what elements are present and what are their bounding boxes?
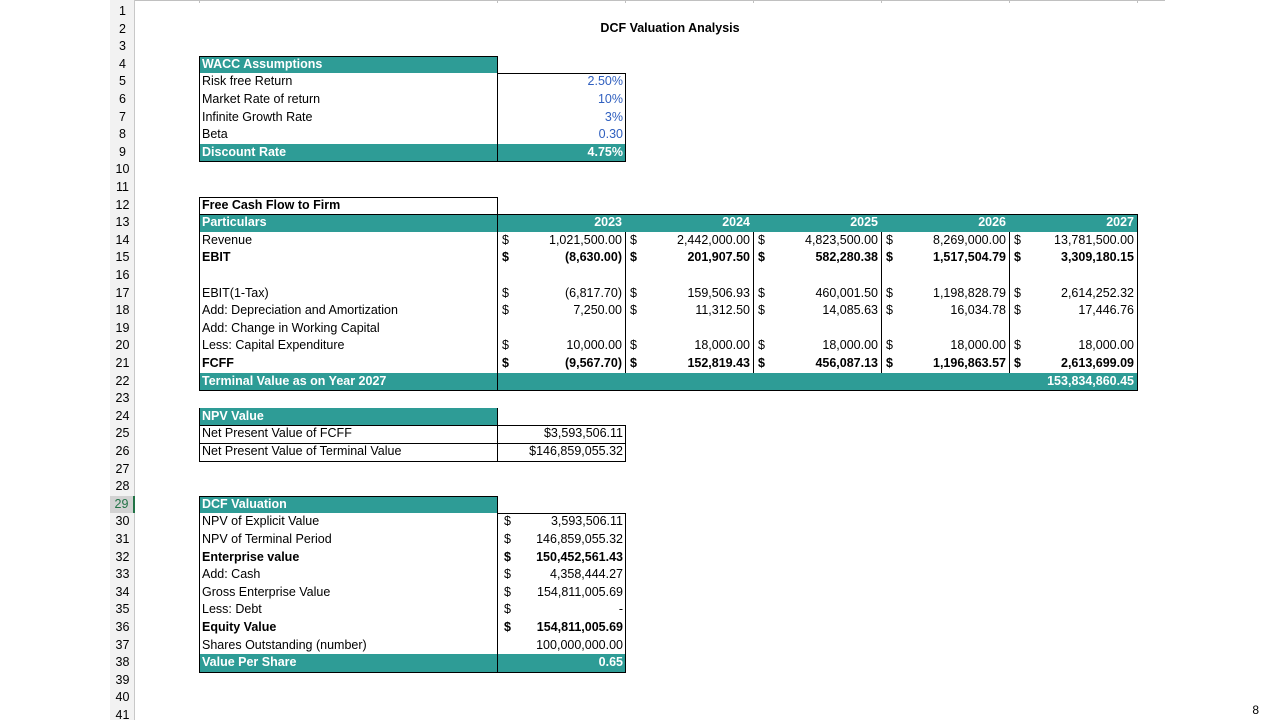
row-number[interactable]: 29 [110,496,135,514]
dcf-row-value[interactable]: 146,859,055.32 [536,532,623,546]
row-number[interactable]: 26 [115,444,130,458]
fcff-currency: $ [1014,250,1021,265]
fcff-value[interactable]: (9,567.70) [565,356,622,370]
row-number[interactable]: 5 [119,74,126,89]
fcff-value[interactable]: 18,000.00 [694,338,750,353]
fcff-value[interactable]: (6,817.70) [565,285,622,300]
fcff-value[interactable]: 201,907.50 [687,250,750,265]
row-number[interactable]: 36 [115,620,130,634]
fcff-value[interactable]: 7,250.00 [573,303,622,318]
dcf-row-label: Less: Debt [202,602,262,617]
fcff-value[interactable]: 14,085.63 [822,303,878,318]
row-number[interactable]: 30 [115,514,130,529]
fcff-value[interactable]: 582,280.38 [815,250,878,265]
row-number[interactable]: 39 [115,672,130,687]
dcf-row-value[interactable]: 150,452,561.43 [536,549,623,564]
dcf-currency: $ [504,567,511,582]
cell-border [199,390,1138,391]
row-number[interactable]: 13 [115,215,130,230]
fcff-value[interactable]: 8,269,000.00 [933,232,1006,247]
fcff-currency: $ [1014,232,1021,247]
dcf-row-value[interactable]: 4,358,444.27 [550,567,623,582]
wacc-row-label: Infinite Growth Rate [202,109,313,124]
dcf-row-value[interactable]: - [618,602,623,617]
fcff-currency: $ [886,285,893,300]
column-divider [199,0,200,3]
row-number[interactable]: 41 [115,708,130,722]
wacc-row-label: Beta [202,127,228,142]
fcff-row-label: Add: Change in Working Capital [202,320,380,335]
cell-border [625,425,626,460]
column-gridline [135,0,1165,2]
npv-row-label: Net Present Value of FCFF [202,426,352,441]
dcf-currency: $ [504,602,511,617]
cell-border [199,214,1138,215]
column-divider [497,0,498,3]
npv-row-label: Net Present Value of Terminal Value [202,444,402,458]
row-number[interactable]: 2 [119,21,126,36]
dcf-row-label: Add: Cash [202,567,261,582]
fcff-value[interactable]: 2,614,252.32 [1061,285,1134,300]
row-number[interactable]: 14 [115,232,130,247]
dcf-row-label: NPV of Terminal Period [202,532,332,546]
wacc-header: WACC Assumptions [199,56,497,74]
fcff-value[interactable]: (8,630.00) [565,250,622,265]
row-number[interactable]: 12 [115,197,130,212]
fcff-value[interactable]: 11,312.50 [695,303,750,318]
fcff-currency: $ [886,250,893,265]
row-number[interactable]: 40 [115,690,130,705]
cell-border [497,408,498,461]
fcff-currency: $ [630,285,637,300]
dcf-currency: $ [504,620,511,634]
row-number[interactable]: 37 [115,637,130,652]
fcff-currency: $ [1014,285,1021,300]
cell-border [199,56,498,57]
fcff-currency: $ [630,250,637,265]
row-number[interactable]: 4 [119,56,126,71]
fcff-value[interactable]: 456,087.13 [815,356,878,370]
fcff-currency: $ [502,356,509,370]
fcff-currency: $ [502,232,509,247]
cell-border [625,513,626,671]
row-number[interactable]: 15 [115,250,130,265]
row-number[interactable]: 11 [116,180,129,194]
cell-border [199,672,626,673]
cell-border [199,443,626,444]
page-number: 8 [1252,703,1259,717]
cell-border [199,197,200,215]
wacc-row-value[interactable]: 0.30 [598,127,623,142]
sheet-title: DCF Valuation Analysis [600,21,740,35]
fcff-currency: $ [1014,338,1021,353]
dcf-row-value[interactable]: 3,593,506.11 [550,514,623,529]
fcff-value[interactable]: 152,819.43 [687,356,750,370]
wacc-row-value[interactable]: 10% [597,92,623,106]
row-number[interactable]: 32 [115,549,130,564]
row-number[interactable]: 20 [115,338,130,353]
discount-rate-label: Discount Rate [199,144,497,162]
npv-row-value[interactable]: $3,593,506.11 [543,426,623,441]
particulars-header: Particulars [199,214,497,232]
cell-border [199,425,626,426]
cell-border [497,496,498,672]
row-number[interactable]: 25 [115,426,130,441]
dcf-row-value[interactable]: 154,811,005.69 [537,584,623,599]
year-header: 2023 [497,214,625,232]
row-number[interactable]: 24 [115,408,130,423]
fcff-row-label: Revenue [202,232,253,247]
cell-border [199,56,200,162]
row-number[interactable]: 23 [115,391,130,406]
row-number[interactable]: 21 [115,356,130,370]
dcf-row-label: Gross Enterprise Value [202,584,331,599]
terminal-value[interactable]: 153,834,860.45 [1009,373,1137,391]
fcff-currency: $ [886,356,893,370]
dcf-currency: $ [504,532,511,546]
wacc-row-value[interactable]: 3% [604,109,623,124]
fcff-value[interactable]: 16,034.78 [950,303,1006,318]
column-divider [625,0,626,3]
dcf-row-label: Shares Outstanding (number) [202,637,367,652]
fcff-value[interactable]: 13,781,500.00 [1054,232,1134,247]
fcff-value[interactable]: 17,446.76 [1078,303,1134,318]
wacc-row-label: Risk free Return [202,74,293,89]
wacc-row-label: Market Rate of return [202,92,321,106]
row-number[interactable]: 18 [115,303,130,318]
cell-border [199,197,498,198]
row-number[interactable]: 31 [115,532,130,546]
fcff-currency: $ [502,250,509,265]
fcff-value[interactable]: 3,309,180.15 [1061,250,1134,265]
row-number[interactable]: 9 [119,144,126,159]
cell-border [753,232,754,373]
fcff-value[interactable]: 159,506.93 [687,285,750,300]
discount-rate-value[interactable]: 4.75% [497,144,626,162]
fcff-value[interactable]: 460,001.50 [815,285,878,300]
fcff-value[interactable]: 4,823,500.00 [805,232,878,247]
fcff-currency: $ [502,303,509,318]
row-number[interactable]: 8 [119,127,126,142]
cell-border [1009,232,1010,373]
year-header: 2027 [1009,214,1137,232]
fcff-value[interactable]: 10,000.00 [566,338,622,353]
fcff-row-label: EBIT(1-Tax) [202,285,269,300]
fcff-currency: $ [758,356,765,370]
row-number[interactable]: 19 [115,320,130,335]
cell-border [1137,214,1138,390]
cell-border [199,408,200,461]
row-number[interactable]: 1 [119,4,126,18]
column-divider [753,0,754,3]
value-per-share-label: Value Per Share [199,654,497,672]
row-number[interactable]: 6 [119,92,126,106]
fcff-currency: $ [1014,303,1021,318]
row-number[interactable]: 28 [115,479,130,494]
row-number[interactable]: 22 [115,373,130,388]
fcff-currency: $ [630,338,637,353]
fcff-currency: $ [502,338,509,353]
row-number[interactable]: 27 [115,461,130,476]
cell-border [881,232,882,373]
year-header: 2024 [625,214,753,232]
cell-border [199,496,200,672]
column-divider [1137,0,1138,3]
wacc-row-value[interactable]: 2.50% [587,74,623,89]
cell-border [497,73,626,74]
fcff-row-label: FCFF [202,356,234,370]
fcff-section-title: Free Cash Flow to Firm [202,197,341,212]
cell-border [497,513,626,514]
cell-border [497,197,498,215]
value-per-share[interactable]: 0.65 [497,654,626,672]
fcff-currency: $ [758,303,765,318]
row-number[interactable]: 38 [115,655,130,670]
row-number[interactable]: 35 [115,602,130,617]
cell-border [199,214,200,390]
dcf-row-value[interactable]: 100,000,000.00 [536,637,623,652]
fcff-value[interactable]: 1,021,500.00 [549,232,622,247]
cell-border [199,461,626,462]
npv-header: NPV Value [199,408,497,426]
fcff-row-label: EBIT [202,250,231,265]
fcff-currency: $ [1014,356,1021,370]
cell-border [497,56,498,162]
fcff-currency: $ [502,285,509,300]
fcff-value[interactable]: 1,517,504.79 [933,250,1006,265]
fcff-currency: $ [630,232,637,247]
cell-border [497,214,498,390]
fcff-currency: $ [630,303,637,318]
row-number[interactable]: 3 [119,39,126,54]
cell-border [625,73,626,161]
dcf-row-label: Enterprise value [202,549,300,564]
fcff-value[interactable]: 18,000.00 [1078,338,1134,353]
row-number[interactable]: 17 [115,285,130,300]
fcff-row-label: Add: Depreciation and Amortization [202,303,398,318]
dcf-currency: $ [504,514,511,529]
npv-row-value[interactable]: $146,859,055.32 [529,444,623,458]
fcff-value[interactable]: 1,198,828.79 [933,285,1006,300]
column-divider [881,0,882,3]
terminal-value-label: Terminal Value as on Year 2027 [199,373,1137,391]
row-number[interactable]: 16 [115,268,130,282]
fcff-currency: $ [758,338,765,353]
cell-border [199,496,498,497]
year-header: 2026 [881,214,1009,232]
dcf-row-label: Equity Value [202,620,277,634]
column-divider [1009,0,1010,3]
row-header [110,0,135,720]
row-number[interactable]: 34 [115,584,130,599]
fcff-currency: $ [886,338,893,353]
fcff-row-label: Less: Capital Expenditure [202,338,345,353]
dcf-currency: $ [504,549,511,564]
row-number[interactable]: 33 [115,567,130,582]
cell-border [625,232,626,373]
year-header: 2025 [753,214,881,232]
dcf-row-value[interactable]: 154,811,005.69 [536,620,623,634]
fcff-currency: $ [758,250,765,265]
fcff-value[interactable]: 2,442,000.00 [677,232,750,247]
dcf-header: DCF Valuation [199,496,497,514]
row-number[interactable]: 7 [119,109,126,124]
row-number[interactable]: 10 [115,162,130,177]
fcff-currency: $ [886,303,893,318]
fcff-currency: $ [886,232,893,247]
cell-border [199,161,626,162]
fcff-value[interactable]: 2,613,699.09 [1061,356,1134,370]
fcff-value[interactable]: 18,000.00 [822,338,878,353]
fcff-currency: $ [758,232,765,247]
fcff-value[interactable]: 1,196,863.57 [933,356,1006,370]
fcff-currency: $ [758,285,765,300]
fcff-value[interactable]: 18,000.00 [950,338,1006,353]
fcff-currency: $ [630,356,637,370]
dcf-currency: $ [504,584,511,599]
dcf-row-label: NPV of Explicit Value [202,514,320,529]
